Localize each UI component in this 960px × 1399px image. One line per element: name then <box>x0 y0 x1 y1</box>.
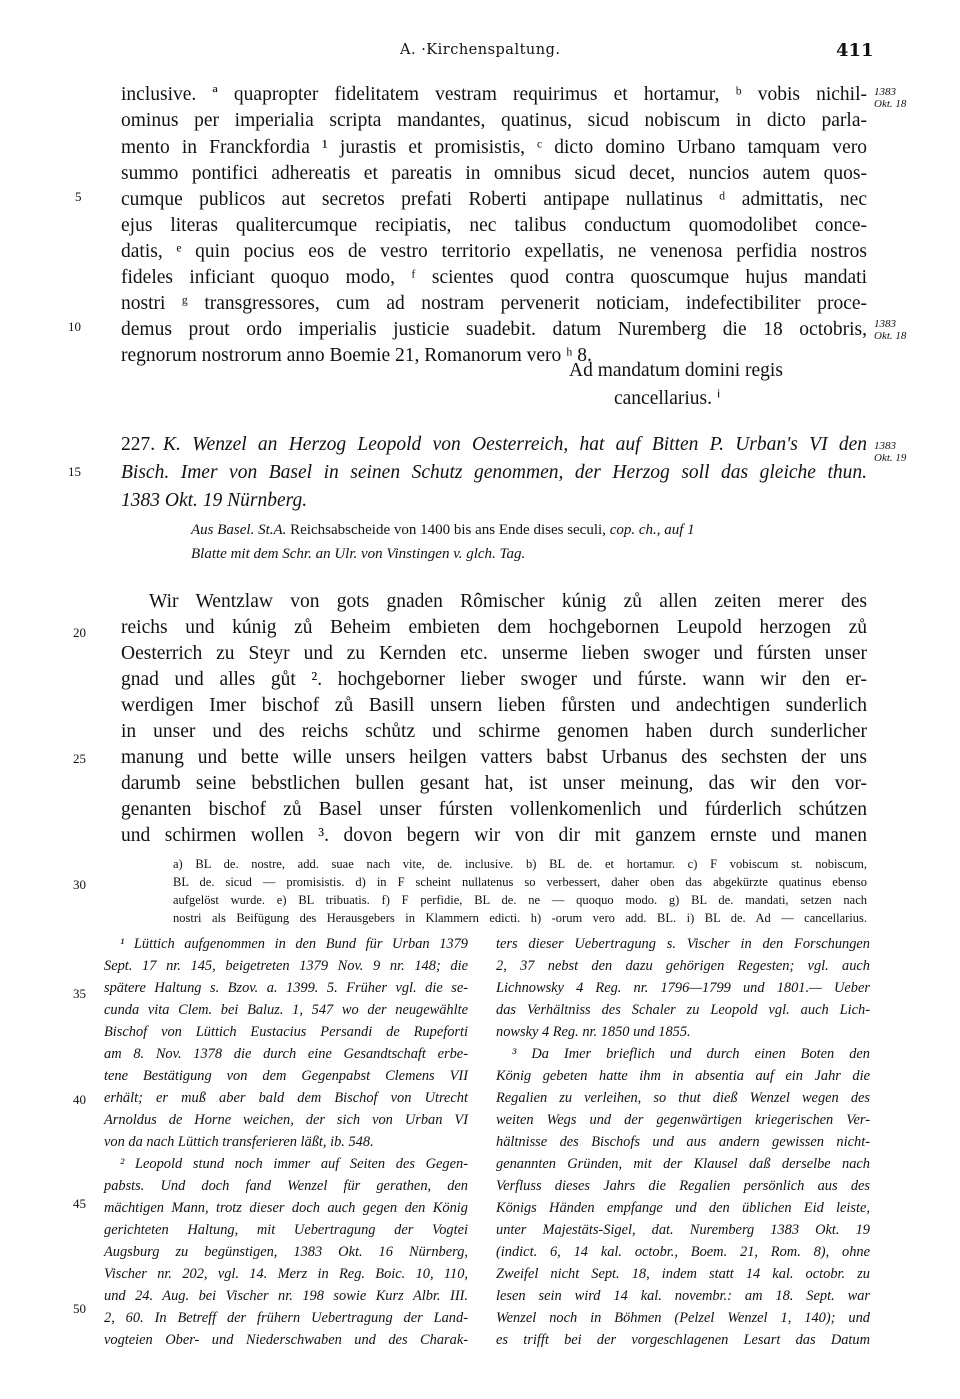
line-number: 25 <box>73 751 86 766</box>
heading-line: Bisch. Imer von Basel in seinen Schutz genommen, der Herzog soll das gleiche thun. <box>121 462 867 483</box>
margin-date <box>874 86 906 110</box>
footnote-line: spätere Haltung s. Bzov. a. 1399. 5. Früher vgl. die se- <box>104 980 468 996</box>
running-head <box>0 40 960 70</box>
margin-date <box>874 318 906 342</box>
text-line: fideles inficiant quoquo modo, ᶠ scientes quod contra quoscumque hujus mandati <box>121 267 867 288</box>
footnote-line: weiten Wegs und der gegenwärtigen kriegerischen Ver- <box>496 1112 870 1128</box>
margin-date-year: 1383 <box>874 440 896 452</box>
line-number: 10 <box>68 319 81 334</box>
footnote-line: ters dieser Uebertragung s. Vischer in den Forschungen <box>496 936 870 952</box>
footnote-line: mächtigen Mann, trotz dieser doch auch gegen den König <box>104 1200 468 1216</box>
text-line: datis, ᵉ quin pocius eos de vestro territorio expellatis, ne venenosa perfidia nostros <box>121 241 867 262</box>
variant-line: nostri als Beifügung des Herausgebers in Klammern edicti. h) -orum vero add. BL. i) BL de. Ad — cancellarius. <box>173 911 867 925</box>
footnote-line: vogteien Ober- und Niederschwaben und des Charak- <box>104 1332 468 1348</box>
signature-line: Ad mandatum domini regis <box>569 360 783 381</box>
text-line: mento in Franckfordia ¹ jurastis et promisistis, ᶜ dicto domino Urbano tamquam vero <box>121 137 867 158</box>
margin-date-year: 1383 <box>874 318 896 330</box>
footnote-line: Regalien zu verleihen, so thut dieß Wenzel wegen des <box>496 1090 870 1106</box>
letter-line: Wir Wentzlaw von gots gnaden Rômischer kúnig zů allen zeiten merer des <box>149 591 867 612</box>
text-line: inclusive. ª quapropter fidelitatem vestram requirimus et hortamur, ᵇ vobis nichil- <box>121 84 867 105</box>
footnote-line: ² Leopold stund noch immer auf Seiten des Gegen- <box>120 1156 468 1172</box>
line-number: 50 <box>73 1301 86 1316</box>
source-copy: cop. ch., auf 1 <box>609 522 695 538</box>
margin-date <box>874 440 906 464</box>
footnote-line: ³ Da Imer brieflich und durch einen Boten den <box>512 1046 870 1062</box>
margin-date-year: 1383 <box>874 86 896 98</box>
line-number: 45 <box>73 1196 86 1211</box>
footnote-line: Verfluss dieses Jahrs die Regalien persönlich aus des <box>496 1178 870 1194</box>
footnote-line: 2, 60. In Betreff der frühern Uebertragung der Land- <box>104 1310 468 1326</box>
footnote-line: genannten Gründen, mit der Klausel daß derselbe nach <box>496 1156 870 1172</box>
source-line <box>191 546 525 572</box>
text-line: ejus literas qualitercumque recipiatis, nec talibus conductum quomodolibet conce- <box>121 215 867 236</box>
letter-line: werdigen Imer bischof zů Basill unsern lieben fůrsten und andechtigen sunderlich <box>121 695 867 716</box>
variant-line: BL de. sicud — promisistis. d) in F scheint nullatenus so verbessert, daher oben das abgekürzte quatinus ebenso <box>173 875 867 889</box>
footnote-line: Vischer nr. 202, vgl. 14. Merz in Reg. Boic. 10, 110, <box>104 1266 468 1282</box>
source-title: Reichsabscheide von 1400 bis ans Ende dises seculi, <box>286 522 610 538</box>
footnote-line: Sept. 17 nr. 145, beigetreten 1379 Nov. 9 nr. 148; die <box>104 958 468 974</box>
footnote-line: gerichteten Haltung, mit Uebertragung der Vogtei <box>104 1222 468 1238</box>
text-line: nostri ᵍ transgressores, cum ad nostram pervenerit noticiam, indefectibiliter proce- <box>121 293 867 314</box>
letter-line: gnad und alles gůt ². hochgeborner lieber swoger und fúrste. wann wir den er- <box>121 669 867 690</box>
letter-line: und schirmen wollen ³. dovon begern wir von dir mit ganzem ernste und manen <box>121 825 867 846</box>
footnote-line: es trifft bei der vorgeschlagenen Lesart das Datum <box>496 1332 870 1348</box>
footnote-line: erhält; er muß aber bald dem Bischof von Utrecht <box>104 1090 468 1106</box>
letter-line: Oesterrich zu Steyr und zu Kernden etc. unserme lieben swoger und fúrsten unser <box>121 643 867 664</box>
footnote-line: Lichnowsky 4 Reg. nr. 1796—1799 und 1801.— Ueber <box>496 980 870 996</box>
footnote-line: lesen sein wird 14 kal. novembr.: am 18. Sept. war <box>496 1288 870 1304</box>
footnote-line: Königs Händen empfange und den üblichen Eid leiste, <box>496 1200 870 1216</box>
footnote-line: cunda vita Clem. bei Baluz. 1, 547 wo der neugewählte <box>104 1002 468 1018</box>
line-number: 5 <box>75 189 82 204</box>
footnote-line: Wenzel noch in Böhmen (Pelzel Wenzel 1, 140); und <box>496 1310 870 1326</box>
letter-line: genanten bischof zů Basel unser fúrsten vollenkomenlich und fúrderlich schútzen <box>121 799 867 820</box>
source-line <box>191 522 867 548</box>
heading-line: 1383 Okt. 19 Nürnberg. <box>121 490 308 511</box>
source-line-text: Blatte mit dem Schr. an Ulr. von Vinstingen v. glch. Tag. <box>191 546 526 562</box>
footnote-line: und 24. Aug. bei Vischer nr. 198 sowie Kurz Albr. III. <box>104 1288 468 1304</box>
letter-line: in unser und des reichs schůtz und schirme genomen haben durch sunderlicher <box>121 721 867 742</box>
footnote-line: Arnoldus de Horne weichen, der sich von Urban VI <box>104 1112 468 1128</box>
footnote-line: Zweifel nicht Sept. 18, indem statt 14 kal. octobr. zu <box>496 1266 870 1282</box>
footnote-line: König gebeten hatte ihm in absentia auf ein Jahr die <box>496 1068 870 1084</box>
text-line: regnorum nostrorum anno Boemie 21, Romanorum vero ʰ 8. <box>121 345 592 366</box>
page-number: 411 <box>836 40 874 61</box>
variant-line: aufgelöst wurde. e) BL tribuatis. f) F perfidie, BL de. ne — quoquo modo. g) BL de. mandati, setzen nach <box>173 893 867 907</box>
footnote-line: (indict. 6, 14 kal. octobr., Boem. 21, Rom. 8), ohne <box>496 1244 870 1260</box>
footnote-line: das Verhältniss des Schaler zu Leopold vgl. auch Lich- <box>496 1002 870 1018</box>
text-line: demus prout ordo imperialis justicie suadebit. datum Nuremberg die 18 octobris, <box>121 319 867 340</box>
footnote-line: tene Bestätigung von dem Gegenpabst Clemens VII <box>104 1068 468 1084</box>
line-number: 30 <box>73 877 86 892</box>
line-number: 20 <box>73 625 86 640</box>
line-number: 40 <box>73 1092 86 1107</box>
text-line: ominus per imperialia scripta mandantes, quatinus, sicud nobiscum in dicto parla- <box>121 110 867 131</box>
variant-line: a) BL de. nostre, add. suae nach vite, de. inclusive. b) BL de. et hortamur. c) F vobiscum st. nobiscum, <box>173 857 867 871</box>
footnote-line: nowsky 4 Reg. nr. 1850 und 1855. <box>496 1024 691 1040</box>
footnote-line: pabsts. Und doch fand Wenzel für gerathen, den <box>104 1178 468 1194</box>
running-head-title: A. ·Kirchenspaltung. <box>400 42 561 58</box>
footnote-line: hältnisse des Bischofs und aus andern gewissen nicht- <box>496 1134 870 1150</box>
margin-date-day: Okt. 18 <box>874 98 907 110</box>
footnote-line: von da nach Lüttich transferieren läßt, ib. 548. <box>104 1134 374 1150</box>
entry-number-text: 227. <box>121 434 156 455</box>
footnote-line: ¹ Lüttich aufgenommen in den Bund für Urban 1379 <box>120 936 468 952</box>
line-number: 35 <box>73 986 86 1001</box>
margin-date-day: Okt. 19 <box>874 452 907 464</box>
heading-line: K. Wenzel an Herzog Leopold von Oesterreich, hat auf Bitten P. Urban's VI den <box>163 434 867 455</box>
text-line: summo pontifici adhereatis et pareatis in omnibus sicud decet, nuncios autem quos- <box>121 163 867 184</box>
line-number: 15 <box>68 464 81 479</box>
source-archive: Aus Basel. St.A. <box>191 522 287 538</box>
footnote-line: unter Majestäts-Sigel, dat. Nuremberg 1383 Okt. 19 <box>496 1222 870 1238</box>
footnote-line: Augsburg zu begünstigen, 1383 Okt. 16 Nürnberg, <box>104 1244 468 1260</box>
letter-line: darumb seine bebstlichen bullen gesant hat, ist unser meinung, das wir den vor- <box>121 773 867 794</box>
footnote-line: 2, 37 nebst den dazu gehörigen Regesten; vgl. auch <box>496 958 870 974</box>
margin-date-day: Okt. 18 <box>874 330 907 342</box>
footnote-line: am 8. Nov. 1378 die durch eine Gesandtschaft erbe- <box>104 1046 468 1062</box>
footnote-line: Bischof von Lüttich Eustacius Persandi de Rupeforti <box>104 1024 468 1040</box>
letter-line: manung und bette wille unsers heilgen vatters babst Urbanus des sechsten der uns <box>121 747 867 768</box>
signature-line: cancellarius. ⁱ <box>614 388 721 409</box>
text-line: cumque publicos aut secretos prefati Roberti antipape nullatinus ᵈ admittatis, nec <box>121 189 867 210</box>
letter-line: reichs und kúnig zů Beheim embieten dem hochgebornen Leupold herzogen zů <box>121 617 867 638</box>
